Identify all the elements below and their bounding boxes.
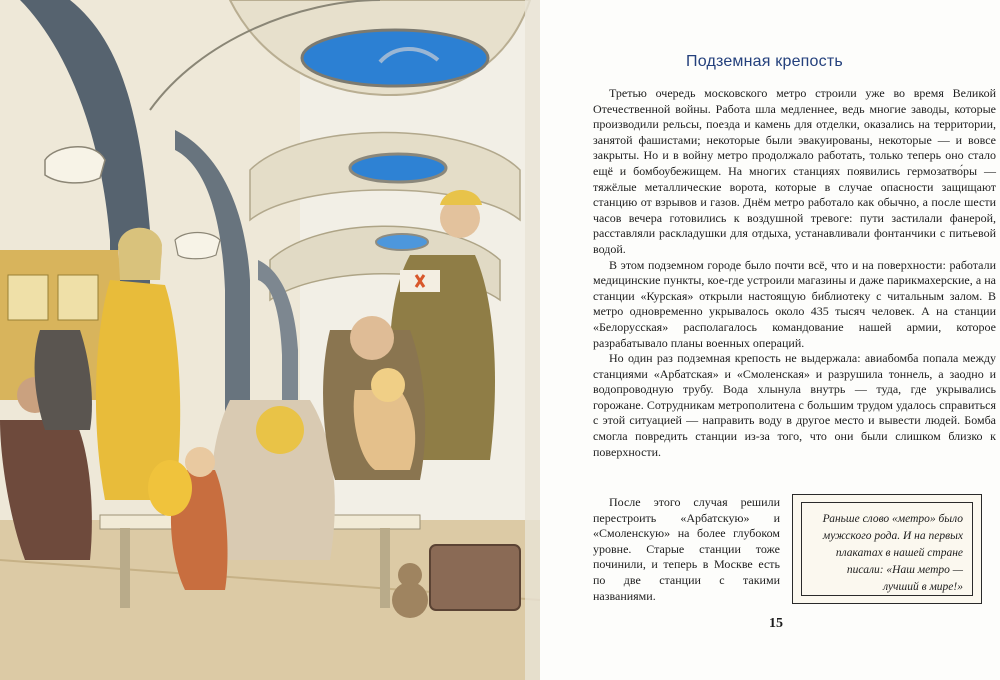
paragraph: После этого случая решили перестроить «Арбатскую» и «Смоленскую» на более глубоком уровне. Старые станции тоже починили, и теперь в Москве есть по две станции с такими названиями. [593,495,780,603]
page-title: Подземная крепость [686,53,843,70]
main-text [593,86,996,460]
skylight-3 [376,234,428,250]
paragraph: В этом подземном городе было почти всё, что и на поверхности: работали медицинские пункты, кое-где устроили магазины и даже парикмахерские, а на станции «Курская» открыли настоящую библиотеку с читальным залом. В метро одновременно укрывалось около 435 тысяч человек. А на станции «Белорусская» располагалось командование нашей армии, которое разрабатывало планы военных операций. [593,257,996,350]
paragraph: Но один раз подземная крепость не выдержала: авиабомба попала между станциями «Арбатская» и «Смоленская» и разрушила тоннель, а заодно и водопроводную трубу. Вода хлынула внутрь — туда, где укрывались горожане. Сотрудникам метрополитена с большим трудом удалось справиться с этой ситуацией — направить воду в другое место и вывести людей. Бомба смогла повредить станции из-за того, что они были слишком близко к поверхности. [593,351,996,459]
suitcase [430,545,520,610]
skylight-1 [302,30,488,86]
closing-text [593,495,780,604]
sidebar-note-text: Раньше слово «метро» было мужского рода. И на первых плакатах в нашей стране писали: «Наш метро — лучший в мире!» [801,502,973,596]
sidebar-note-box [792,494,982,604]
page-number: 15 [769,616,783,631]
paragraph: Третью очередь московского метро строили уже во время Великой Отечественной войны. Работа шла медленнее, ведь многие заводы, которые производили рельсы, поезда и камень для отделки, оказались на территории, занятой фашистами; некоторые были эвакуированы, некоторые — и вовсе закрыты. Но и в войну метро продолжало работать, только теперь оно стало ещё и бомбоубежищем. На многих станциях появились гермозатво́ры — тяжёлые металлические ворота, которые в случае опасности защищают станцию от взрывов и газов. Днём метро работало как обычно, а после шести часов вечера готовились к воздушной тревоге: пути застилали фанерой, расставляли раскладушки для отдыха, устанавливали фонтанчики с питьевой водой. [593,86,996,256]
lamp-1 [45,147,105,183]
skylight-2 [350,154,446,182]
text-page [540,0,1000,680]
